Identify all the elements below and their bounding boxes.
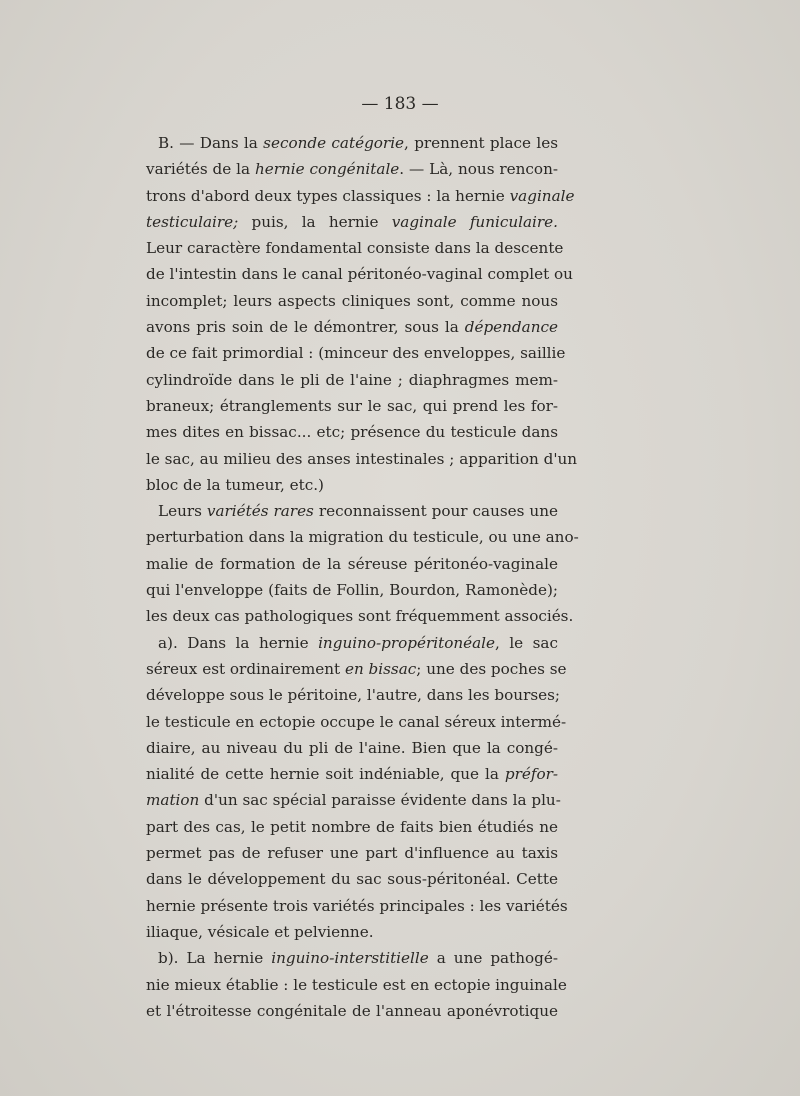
text-line [146,235,564,261]
text-segment: les deux cas pathologiques sont fréquemment associés. [146,607,574,626]
text-line [146,156,558,182]
text-line [146,945,558,971]
text-segment: hernie présente trois variétés principales : les variétés [146,896,568,915]
text-line [146,709,567,735]
text-line [146,314,558,340]
text-line [146,919,558,945]
page-number: — 183 — [361,94,439,114]
text-segment: a). Dans la hernie [158,633,319,652]
text-line [146,866,558,892]
italic-text: testiculaire; [146,212,239,231]
text-segment: iliaque, vésicale et pelvienne. [146,922,374,941]
text-segment: incomplet; leurs aspects cliniques sont, comme nous [146,291,558,310]
text-line [146,735,558,761]
text-segment: séreux est ordinairement [146,659,345,678]
text-line [146,130,558,156]
text-segment: b). La hernie [158,949,272,968]
text-line [146,393,558,419]
text-segment: permet pas de refuser une part d'influence au taxis [146,844,558,863]
text-line [146,209,558,235]
text-line [146,998,558,1024]
text-segment: variétés de la [146,160,255,179]
text-segment: de l'intestin dans le canal péritonéo-vaginal complet ou [146,265,573,284]
italic-text: dépendance [464,318,558,337]
text-line [146,261,573,287]
text-segment: Leur caractère fondamental consiste dans la descente [146,239,564,258]
text-segment: le testicule en ectopie occupe le canal séreux intermé- [146,712,567,731]
text-segment: perturbation dans la migration du testicule, ou une ano- [146,528,579,547]
text-segment: de ce fait primordial : (minceur des enveloppes, saillie [146,344,566,363]
italic-text: variétés rares [206,502,314,521]
text-segment: part des cas, le petit nombre de faits bien étudiés ne [146,817,558,836]
text-segment: le sac, au milieu des anses intestinales ; apparition d'un [146,449,578,468]
text-line [146,183,575,209]
body-text [146,130,579,1024]
text-line [146,340,566,366]
text-segment: développe sous le péritoine, l'autre, dans les bourses; [146,686,561,705]
text-segment: qui l'enveloppe (faits de Follin, Bourdon, Ramonède); [146,581,558,600]
text-segment: a une pathogé- [428,949,558,968]
italic-text: hernie congénitale [254,160,400,179]
text-line [146,656,567,682]
italic-text: inguino-propéritonéale [318,633,496,652]
text-line [146,682,561,708]
italic-text: inguino-interstitielle [271,949,429,968]
italic-text: seconde catégorie [263,134,405,152]
text-line [146,577,558,603]
text-segment: mes dites en bissac... etc; présence du testicule dans [146,423,558,442]
text-segment: dans le développement du sac sous-péritonéal. Cette [146,870,558,889]
text-line [146,472,558,498]
text-segment: cylindroïde dans le pli de l'aine ; diaphragmes mem- [146,370,558,389]
italic-text: mation [146,791,200,810]
text-segment: B. — Dans la [158,134,264,152]
italic-text: vaginale [509,186,575,205]
text-line [146,761,558,787]
italic-text: en bissac [344,659,417,678]
text-segment: . — Là, nous rencon- [399,160,558,179]
text-segment: reconnaissent pour causes une [313,502,558,521]
text-segment: malie de formation de la séreuse péritonéo-vaginale [146,554,558,573]
text-segment: braneux; étranglements sur le sac, qui prend les for- [146,396,558,415]
text-segment: puis, la hernie [238,212,392,231]
text-line [146,630,558,656]
italic-text: vaginale funiculaire. [391,212,558,231]
text-line [146,446,578,472]
text-segment: Leurs [158,502,207,521]
text-line [146,840,558,866]
text-segment: bloc de la tumeur, etc.) [146,475,324,494]
text-line [146,972,567,998]
text-segment: d'un sac spécial paraisse évidente dans la plu- [199,791,561,810]
text-segment: , le sac [495,633,558,652]
text-line [146,419,558,445]
text-segment: ; une des poches se [416,659,567,678]
text-segment: , prennent place les [404,134,559,152]
text-line [146,787,561,813]
text-line [146,367,558,393]
text-line [146,288,558,314]
text-line [146,603,574,629]
text-line [146,524,579,550]
text-segment: nialité de cette hernie soit indéniable, que la [146,765,505,784]
text-line [146,893,568,919]
text-line [146,551,558,577]
text-segment: nie mieux établie : le testicule est en ectopie inguinale [146,975,567,994]
text-line [146,814,558,840]
text-line [146,498,558,524]
text-segment: trons d'abord deux types classiques : la hernie [146,186,510,205]
italic-text: préfor- [504,765,558,784]
text-segment: diaire, au niveau du pli de l'aine. Bien que la congé- [146,738,558,757]
text-segment: avons pris soin de le démontrer, sous la [146,318,465,337]
text-segment: et l'étroitesse congénitale de l'anneau aponévrotique [146,1001,558,1020]
